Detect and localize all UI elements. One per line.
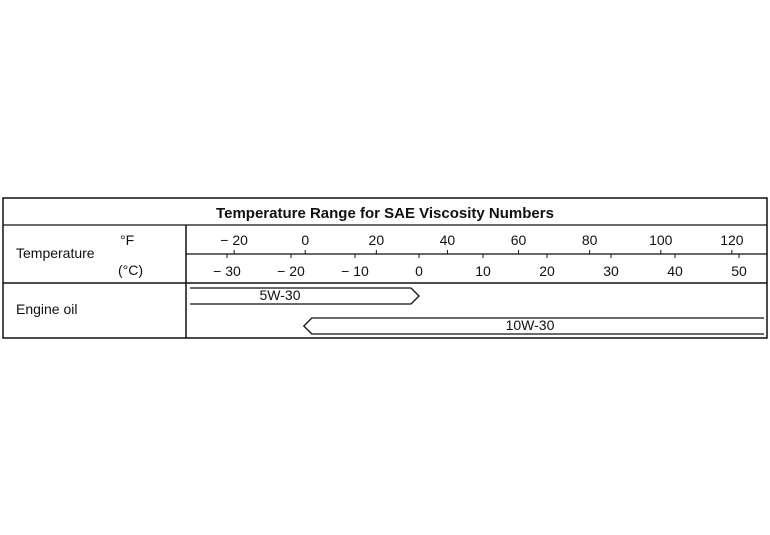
range-label-10w-30: 10W-30 <box>505 317 555 333</box>
celsius-tick-label: 20 <box>539 263 555 279</box>
fahrenheit-tick-label: 100 <box>649 232 673 248</box>
celsius-tick-label: 0 <box>415 263 423 279</box>
celsius-tick-label: − 10 <box>341 263 369 279</box>
celsius-tick-label: 40 <box>667 263 683 279</box>
fahrenheit-tick-label: 120 <box>720 232 744 248</box>
table-title: Temperature Range for SAE Viscosity Numbers <box>216 205 554 222</box>
celsius-tick-label: 10 <box>475 263 491 279</box>
celsius-unit: (°C) <box>118 262 144 278</box>
fahrenheit-tick-label: 80 <box>581 232 598 248</box>
viscosity-ranges <box>190 287 764 334</box>
range-label-5w-30: 5W-30 <box>259 287 301 303</box>
fahrenheit-tick-label: 40 <box>439 232 456 248</box>
celsius-tick-label: − 20 <box>277 263 305 279</box>
temperature-label: Temperature <box>16 245 95 261</box>
fahrenheit-unit: °F <box>120 232 135 248</box>
fahrenheit-scale <box>220 232 743 254</box>
fahrenheit-tick-label: 0 <box>301 232 310 248</box>
range-arrow-5w-30 <box>190 288 419 304</box>
fahrenheit-tick-label: 20 <box>368 232 385 248</box>
celsius-scale <box>213 254 747 279</box>
celsius-tick-label: 30 <box>603 263 619 279</box>
engine-oil-label: Engine oil <box>16 301 78 317</box>
fahrenheit-tick-label: 60 <box>510 232 527 248</box>
celsius-tick-label: − 30 <box>213 263 241 279</box>
celsius-tick-label: 50 <box>731 263 747 279</box>
fahrenheit-tick-label: − 20 <box>220 232 248 248</box>
